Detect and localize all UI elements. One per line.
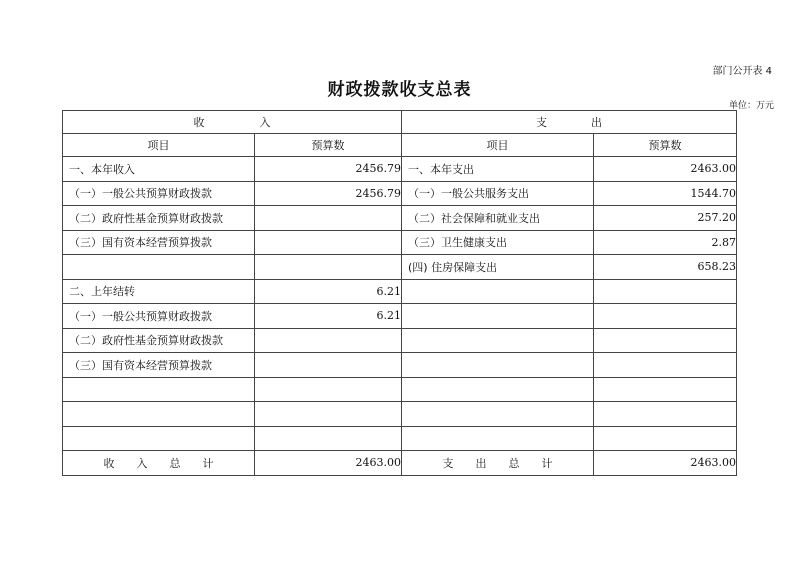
expense-item-cell [402,279,594,304]
expense-value-cell [594,353,737,378]
income-item-cell: 二、上年结转 [63,279,255,304]
expense-item-cell: (四) 住房保障支出 [402,255,594,280]
page-title: 财政拨款收支总表 [327,80,472,100]
table-row [63,279,737,304]
section-header-row [63,111,737,134]
income-value-cell [255,255,402,280]
income-item-cell: （一）一般公共预算财政拨款 [63,304,255,329]
table-row [63,402,737,427]
table-row [63,230,737,255]
income-item-cell [63,377,255,402]
expense-value-cell: 1544.70 [594,181,737,206]
income-value-cell [255,402,402,427]
table-number: 部门公开表 4 [712,66,772,77]
table-row [63,377,737,402]
expense-total-value: 2463.00 [594,451,737,476]
expense-section-header: 支 出 [402,111,737,134]
expense-value-cell: 658.23 [594,255,737,280]
income-item-cell: （三）国有资本经营预算拨款 [63,353,255,378]
income-item-cell [63,402,255,427]
income-item-cell: （二）政府性基金预算财政拨款 [63,328,255,353]
expense-item-cell [402,402,594,427]
income-value-cell [255,206,402,231]
expense-value-cell [594,377,737,402]
table-row [63,181,737,206]
income-value-cell: 2456.79 [255,181,402,206]
expense-budget-column-header: 预算数 [594,134,737,157]
expense-value-cell [594,426,737,451]
expense-item-cell: （三）卫生健康支出 [402,230,594,255]
expense-item-cell: 一、本年支出 [402,157,594,182]
income-value-cell: 6.21 [255,304,402,329]
income-item-cell [63,255,255,280]
income-value-cell [255,426,402,451]
expense-value-cell: 257.20 [594,206,737,231]
income-value-cell [255,353,402,378]
income-total-label: 收 入 总 计 [63,451,255,476]
expense-item-cell [402,304,594,329]
expense-value-cell [594,402,737,427]
income-total-value: 2463.00 [255,451,402,476]
expense-value-cell [594,304,737,329]
unit-label: 单位：万元 [728,101,774,111]
income-value-cell [255,328,402,353]
expense-item-cell [402,353,594,378]
expense-item-cell [402,328,594,353]
table-row [63,206,737,231]
expense-value-cell: 2.87 [594,230,737,255]
expense-value-cell [594,279,737,304]
income-value-cell: 6.21 [255,279,402,304]
income-section-header: 收 入 [63,111,402,134]
expense-total-label: 支 出 总 计 [402,451,594,476]
income-item-cell: （二）政府性基金预算财政拨款 [63,206,255,231]
income-item-cell [63,426,255,451]
table-row [63,426,737,451]
income-value-cell [255,377,402,402]
total-row [63,451,737,476]
income-value-cell [255,230,402,255]
income-item-cell: 一、本年收入 [63,157,255,182]
income-item-column-header: 项目 [63,134,255,157]
expense-item-column-header: 项目 [402,134,594,157]
expense-item-cell: （二）社会保障和就业支出 [402,206,594,231]
budget-table [62,110,737,476]
income-item-cell: （一）一般公共预算财政拨款 [63,181,255,206]
income-value-cell: 2456.79 [255,157,402,182]
expense-item-cell: （一）一般公共服务支出 [402,181,594,206]
income-item-cell: （三）国有资本经营预算拨款 [63,230,255,255]
expense-item-cell [402,377,594,402]
expense-item-cell [402,426,594,451]
table-row [63,353,737,378]
table-row [63,157,737,182]
income-budget-column-header: 预算数 [255,134,402,157]
table-row [63,328,737,353]
column-header-row [63,134,737,157]
table-row [63,255,737,280]
expense-value-cell: 2463.00 [594,157,737,182]
table-row [63,304,737,329]
expense-value-cell [594,328,737,353]
